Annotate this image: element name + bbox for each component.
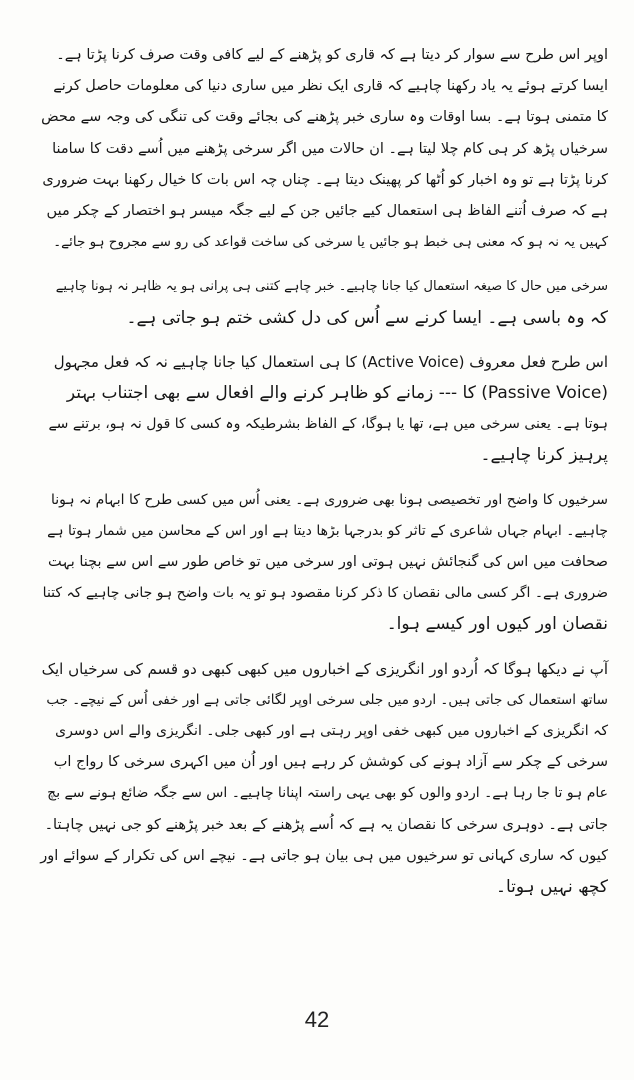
page-number: 42 [304, 1007, 330, 1032]
text-line: کہ انگریزی کے اخباروں میں کبھی خفی اوپر رہتی ہے اور کبھی جلی۔ انگریزی والے اس دوسری [55, 723, 608, 740]
paragraph [40, 271, 608, 333]
text-line: چاہیے۔ ابہام جہاں شاعری کے تاثر کو بدرجہا بڑھا دیتا ہے اور اس کے محاسن میں شمار ہوتا ہے [47, 522, 608, 539]
text-line: عام ہو تا جا رہا ہے۔ اردو والوں کو بھی یہی راستہ اپنانا چاہیے۔ اس سے جگہ ضائع ہونے سے بچ [47, 785, 608, 802]
paragraph [40, 654, 608, 904]
text-line: پرہیز کرنا چاہیے۔ [480, 445, 608, 466]
text-line: کہ وہ باسی ہے۔ ایسا کرنے سے اُس کی دل کشی ختم ہو جاتی ہے۔ [126, 307, 608, 328]
text-line: کرنا پڑتا ہے تو وہ اخبار کو اُٹھا کر پھینک دیتا ہے۔ چناں چہ اس بات کا خیال رکھنا بہت ضروری [42, 171, 608, 188]
text-line: کا متمنی ہوتا ہے۔ بسا اوقات وہ ساری خبر پڑھنے کی بجائے وقت کی تنگی کی وجہ سے محض [41, 109, 608, 126]
text-line: اوپر اس طرح سے سوار کر دیتا ہے کہ قاری کو پڑھنے کے لیے کافی وقت صرف کرنا پڑتا ہے۔ [56, 47, 608, 63]
text-line: جاتی ہے۔ دوہری سرخی کا نقصان یہ ہے کہ اُسے پڑھنے کے بعد خبر پڑھنے کو جی نہیں چاہتا۔ [44, 816, 608, 833]
body-text [40, 40, 608, 916]
text-line: کچھ نہیں ہوتا۔ [496, 877, 608, 898]
text-line: سرخیوں کا واضح اور تخصیصی ہونا بھی ضروری ہے۔ یعنی اُس میں کسی طرح کا ابہام نہ ہونا [50, 491, 608, 508]
text-line: اس طرح فعل معروف (Active Voice) کا ہی استعمال کیا جانا چاہیے نہ کہ فعل مجہول [53, 352, 608, 371]
text-line: ساتھ استعمال کی جاتی ہیں۔ اردو میں جلی سرخی اوپر لگائی جاتی ہے اور خفی اُس کے نیچے۔ جب [46, 691, 608, 708]
text-line: آپ نے دیکھا ہوگا کہ اُردو اور انگریزی کے اخباروں میں کبھی کبھی دو قسم کی سرخیاں ایک [41, 659, 608, 678]
text-line: ہوتا ہے۔ یعنی سرخی میں ہے، تھا یا ہوگا، کے الفاظ بشرطیکہ وہ کسی کا قول نہ ہو، برتنے سے [48, 416, 608, 433]
paragraph [40, 347, 608, 472]
text-line: ایسا کرتے ہوئے یہ یاد رکھنا چاہیے کہ قاری ایک نظر میں ساری دنیا کی معلومات حاصل کرنے [53, 78, 608, 95]
text-line: سرخی کے چکر سے آزاد ہونے کی کوشش کر رہے ہیں اور اُن میں اکہری سرخی کا رواج اب [53, 754, 608, 771]
text-line: صحافت میں اس کی گنجائش نہیں ہوتی اور سرخی میں تو خاص طور سے اس سے بچنا بہت [47, 554, 608, 571]
paragraph [40, 40, 608, 258]
text-line: کیوں کہ ساری کہانی تو سرخیوں میں ہی بیان ہو جاتی ہے۔ نیچے اس کی تکرار کے سوائے اور [40, 847, 608, 864]
text-line: نقصان اور کیوں اور کیسے ہوا۔ [386, 614, 608, 635]
text-line: سرخی میں حال کا صیغہ استعمال کیا جانا چاہیے۔ خبر چاہے کتنی ہی پرانی ہو یہ ظاہر نہ ہونا چاہیے [55, 279, 608, 295]
paragraph [40, 485, 608, 641]
text-line: ہے کہ صرف اُتنے الفاظ ہی استعمال کیے جائیں جن کے لیے جگہ میسر ہو اختصار کے چکر میں [46, 203, 608, 220]
text-line: سرخیاں پڑھ کر ہی کام چلا لیتا ہے۔ ان حالات میں اگر سرخی پڑھنے میں اُسے دقت کا سامنا [52, 140, 608, 157]
text-line: ضروری ہے۔ اگر کسی مالی نقصان کا ذکر کرنا مقصود ہو تو یہ بات واضح ہو جانی چاہیے کہ کتنا [42, 585, 608, 602]
text-line: کہیں یہ نہ ہو کہ معنی ہی خبط ہو جائیں یا سرخی کی ساخت قواعد کی رو سے مجروح ہو جائے۔ [53, 234, 608, 251]
text-line: (Passive Voice) کا --- زمانے کو ظاہر کرنے والے افعال سے بھی اجتناب بہتر [66, 383, 608, 404]
